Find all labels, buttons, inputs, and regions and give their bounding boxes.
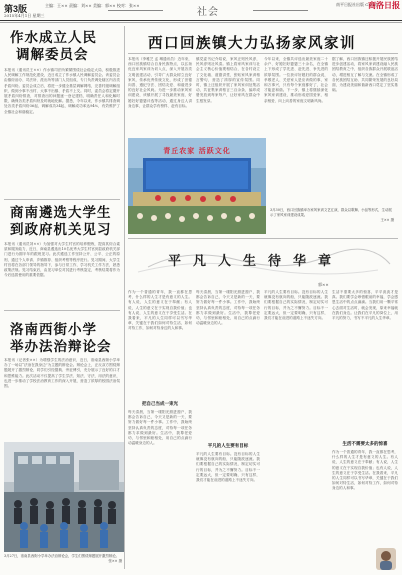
author-portrait [376,548,396,570]
family-culture-photo [128,138,266,234]
essay-subhead2: 平凡的人生要有目标 [207,444,249,449]
essay-col2: 每天清晨，当第一缕阳光照进窗户，我都会告诉自己，今天又是新的一天，要努力做好每一件小事。工作中，我始终坚持认真负责的态度，对待每一项任务都力求做到最好。生活中，我尊老爱幼，与邻里和睦相处，用自己的点滴行动温暖身边的人。 [196,290,260,326]
author-portrait-art [376,548,396,570]
essay-col4-block [332,290,398,555]
article1-title-line2: 调解委员会 [16,47,89,63]
article-divider [4,199,120,200]
school-debate-photo-art [4,442,124,552]
essay-author: 郭×× [318,282,329,287]
article2-title-line1: 商南遴选大学生 [10,205,112,221]
article1-body: 本报讯（通讯员王××）作水镇司法所紧紧围绕社会稳定大局，积极推进人民调解工作规范化建设，近日成立了作水镇人民调解委员会。该委员会由镇综治办、司法所、派出所等部门人员组成，专门负责调处辖区内各类矛盾纠纷。委员会成立后，将进一步健全基层调解网络，完善村级调解组织，做到小事不出村、大事不出镇、矛盾不上交。同时，委员会将定期开展矛盾纠纷排查，对排查出的问题逐一登记建档，明确责任人和化解时限，确保各类矛盾纠纷及时就地化解。据悉，今年以来，作水镇共排查调处各类矛盾纠纷36起，调解成功34起，调解成功率达94%，有效维护了全镇社会和谐稳定。 [4,68,120,114]
family-culture-caption [270,208,394,223]
article2-body: 本报讯（通讯员刘××）为加强对大学生村官的培养锻炼，提高其综合素质和服务能力，近日，商南县遴选出10名优秀大学生村官到县政府机关部门进行为期半年的跟班见习。此次遴选工作坚持公开、公平、公正的原则，通过个人申请、乡镇推荐、组织考察等程序进行。见习期间，大学生村官将在各部门领导的指导下，参与日常工作，学习机关工作方法，熟悉政策法规。见习结束后，由见习单位对其进行考核鉴定，考核结果将作为今后选拔使用的重要依据。 [4,242,120,278]
essay-col4-cont: 作为一个普通的青年，我一直都在思考，什么样的人生才是有意义的人生。有人说，人生的意义在于奉献；有人说，人生的意义在于实现自我价值；也有人说，人生的意义在于享受生活。在我看来，平凡的人生同样可以书写华章，关键在于我们如何对待生活，如何对待工作，如何对待身边的人和事。 [332,450,398,491]
essay-col1: 作为一个普通的青年，我一直都在思考，什么样的人生才是有意义的人生。有人说，人生的意义在于奉献；有人说，人生的意义在于实现自我价值；也有人说，人生的意义在于享受生活。在我看来，平凡的人生同样可以书写华章，关键在于我们如何对待生活，如何对待工作，如何对待身边的人和事。 [128,290,192,331]
essay-col2-block [196,290,260,570]
section-name: 社会 [197,7,219,18]
article2-title-line2: 到政府机关见习 [10,222,112,238]
essay-col3-block [264,290,328,565]
article3-title [10,322,112,356]
page-number: 第3版 [4,4,28,14]
feature-title: 西口回族镇大力弘扬家风家训 [148,35,356,52]
school-debate-caption-text: 3月27日，洛南县西街小学举办法治辩论会，学生们围绕辩题展开激烈辩论。 [4,554,119,558]
article3-title-line2: 举办法治辩论会 [10,339,112,355]
school-debate-caption [4,554,122,564]
article3-body: 本报讯（记者张××）为增强学生的法治意识，近日，洛南县西街小学举办了一场以“法治在我身边”为主题的辩论会。辩论会上，正反双方围绕辩题展开了激烈辩论，同学们引经据典、旁征博引，充分展示了良好的口才和思维能力。此次活动不仅提高了学生学法、知法、守法、用法的意识，也进一步推动了学校法治教育工作的深入开展，营造了浓厚的校园法治氛围。 [4,358,120,389]
section-rule-right [253,10,308,11]
school-debate-credit: 张×× 摄 [108,559,122,563]
family-culture-caption-text: 3月30日，西口回族镇举办家风家训文艺汇演，群众以歌舞、小品等形式，生动展示了家风家训建设成果。 [270,208,392,217]
article2-title [10,205,112,239]
feature-col1: 本报讯（李雅芝 孟 琳通讯员）近年来，西口回族镇结合自身民族特点，以弘扬优良家风家训为切入点，深入开展各类文明创建活动，引导广大群众树立良好家风，传承优秀传统文化，形成了崇德向善、遵纪守法、团结友爱、和谐进步的良好社会风尚。为进一步推动家风家训建设，该镇开展了寻找最美家庭、好媳妇好婆婆评选等活动，通过身边人讲身边事，让群众学有榜样、赶有目标。 [128,57,192,108]
feature-bottom-rule [128,238,398,239]
essay-col1-cont: 每天清晨，当第一缕阳光照进窗户，我都会告诉自己，今天又是新的一天，要努力做好每一件小事。工作中，我始终坚持认真负责的态度，对待每一项任务都力求做到最好。生活中，我尊老爱幼，与邻里和睦相处，用自己的点滴行动温暖身边的人。 [128,410,192,446]
publisher-info: 南平日报社出版 CN35 [336,2,377,7]
header-rule [0,20,402,21]
section-banner [108,6,308,16]
essay-subhead1: 把自己当成一束光 [142,402,178,407]
essay-col4: 生活不需要太多的惊喜，平平淡淡才是真。我们要学会珍惜眼前的幸福，学会感恩生活中的点点滴滴。当我们用一颗平常心去面对生活时，就会发现，原来幸福就在我们身边。让我们在平凡的岗位上，用平凡的努力，书写不平凡的人生华章。 [332,290,398,321]
masthead-logo: 商洛日报 [368,1,400,10]
article-divider [4,310,120,311]
essay-col2-cont: 平凡的人生要有目标。没有目标的人生就像没有航向的船，只能随波逐流。我们要根据自己的实际情况，制定切实可行的目标，并为之不懈努力。目标不一定要远大，但一定要明确，只有这样，我们才能在前进的道路上不迷失方向。 [196,452,260,483]
essay-title-block [128,242,398,282]
feature-col4: 据了解，西口回族镇还积极开展民族团结进步创建活动，将家风家训建设融入民族团结教育之中，组织各族群众开展联谊活动，增进相互了解与交流。在全镇形成了各民族团结互助、共同繁荣发展的良好局面，为建设美丽和谐新西口奠定了坚实基础。 [332,57,398,93]
section-rule-left [108,10,163,11]
feature-col2: 镇党委书记介绍说，家风正则民风淳，民风淳则社风清。镇上将家风家训与社会主义核心价值观相结合，在各村设立了文化墙、道德讲堂，张贴家风家训格言警句，营造了浓厚的宣传氛围。同时，镇上还组织开展了家风家训征集活动，共征集家训格言三百余条，编印成册发放到每家每户，让好家风在群众中生根发芽。 [196,57,260,103]
school-debate-photo [4,442,124,552]
family-culture-credit: 王×× 摄 [380,218,394,222]
feature-col3: 今年以来，全镇共评选出最美家庭二十余户、好媳妇好婆婆三十余名，在全镇上下形成了学先进、赶先进、争先进的浓厚氛围。一位获评好媳妇的群众说，孝敬老人、关爱家人是应该做的事，家和万事兴，只有每个家庭都好了，社会才能更和谐。下一步，镇上将继续深化家风家训建设，推动形成爱国爱家、相亲相爱、向上向善的家庭文明新风尚。 [264,57,328,103]
essay-title: 平凡人生待华章 [168,254,344,269]
column-divider [124,26,125,569]
article1-title [10,30,97,64]
essay-col1-block [128,290,192,570]
article1-title-line1: 作水成立人民 [10,30,97,46]
page-date: 2015年4月1日 星期三 [4,13,45,18]
photo-banner-text: 青丘农家 活跃文化 [163,147,231,155]
article3-title-line1: 洛南西街小学 [10,322,97,338]
essay-subhead3: 生活不需要太多的惊喜 [342,442,388,447]
header-rule-thin [0,22,402,23]
essay-col3: 平凡的人生要有目标。没有目标的人生就像没有航向的船，只能随波逐流。我们要根据自己的实际情况，制定切实可行的目标，并为之不懈努力。目标不一定要远大，但一定要明确，只有这样，我们才能在前进的道路上不迷失方向。 [264,290,328,321]
feature-title-rule [128,53,398,54]
editor-info: 主编：王×× 责编：刘×× 美编：郭×× 校对：张×× [45,3,140,8]
